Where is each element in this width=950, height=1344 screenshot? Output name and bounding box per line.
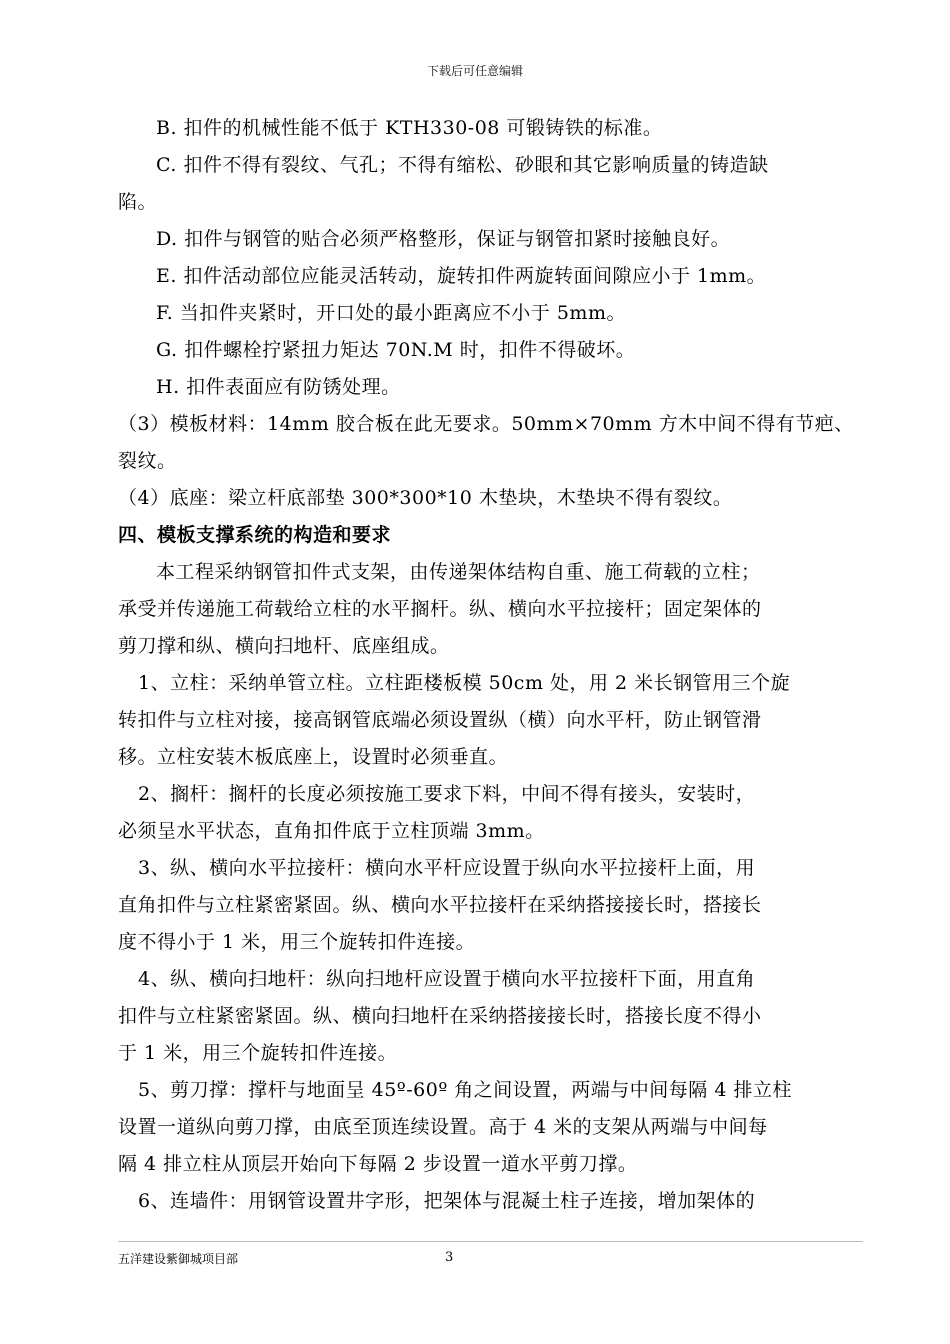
paragraph-line: 4、纵、横向扫地杆：纵向扫地杆应设置于横向水平拉接杆下面，用直角 bbox=[138, 968, 756, 990]
paragraph-line: 直角扣件与立柱紧密紧固。纵、横向水平拉接杆在采纳搭接接长时，搭接长 bbox=[118, 894, 762, 916]
paragraph-line: 3、纵、横向水平拉接杆：横向水平杆应设置于纵向水平拉接杆上面，用 bbox=[138, 857, 756, 879]
paragraph-line: 6、连墙件：用钢管设置井字形，把架体与混凝土柱子连接，增加架体的 bbox=[138, 1190, 756, 1212]
paragraph-line: C. 扣件不得有裂纹、气孔；不得有缩松、砂眼和其它影响质量的铸造缺 bbox=[156, 154, 769, 176]
paragraph-line: B. 扣件的机械性能不低于 KTH330-08 可锻铸铁的标准。 bbox=[156, 117, 663, 139]
page-header: 下载后可任意编辑 bbox=[426, 64, 523, 78]
paragraph-line: 转扣件与立柱对接，接高钢管底端必须设置纵（横）向水平杆，防止钢管滑 bbox=[118, 709, 762, 731]
paragraph-line: H. 扣件表面应有防锈处理。 bbox=[156, 376, 401, 398]
document-body bbox=[118, 110, 863, 1220]
paragraph-line: （4）底座：梁立杆底部垫 300*300*10 木垫块，木垫块不得有裂纹。 bbox=[118, 487, 733, 509]
paragraph-line: 于 1 米，用三个旋转扣件连接。 bbox=[118, 1042, 398, 1064]
paragraph-line: 裂纹。 bbox=[118, 450, 177, 472]
footer-divider bbox=[118, 1241, 863, 1242]
paragraph-line: 移。立柱安装木板底座上，设置时必须垂直。 bbox=[118, 746, 509, 768]
paragraph-line: G. 扣件螺栓拧紧扭力矩达 70N.M 时，扣件不得破坏。 bbox=[156, 339, 636, 361]
paragraph-line: 2、搁杆：搁杆的长度必须按施工要求下料，中间不得有接头，安装时， bbox=[138, 783, 756, 805]
paragraph-line: F. 当扣件夹紧时，开口处的最小距离应不小于 5mm。 bbox=[156, 302, 626, 324]
paragraph-line: D. 扣件与钢管的贴合必须严格整形，保证与钢管扣紧时接触良好。 bbox=[156, 228, 731, 250]
paragraph-line: E. 扣件活动部位应能灵活转动，旋转扣件两旋转面间隙应小于 1mm。 bbox=[156, 265, 767, 287]
section-heading: 四、模板支撑系统的构造和要求 bbox=[118, 524, 392, 546]
paragraph-line: 设置一道纵向剪刀撑，由底至顶连续设置。高于 4 米的支架从两端与中间每 bbox=[118, 1116, 768, 1138]
paragraph-line: 1、立柱：采纳单管立柱。立柱距楼板模 50cm 处，用 2 米长钢管用三个旋 bbox=[138, 672, 791, 694]
footer-organization: 五洋建设紫御城项目部 bbox=[118, 1252, 239, 1266]
paragraph-line: 隔 4 排立柱从顶层开始向下每隔 2 步设置一道水平剪刀撑。 bbox=[118, 1153, 638, 1175]
page-number: 3 bbox=[445, 1250, 454, 1265]
paragraph-line: 5、剪刀撑：撑杆与地面呈 45º-60º 角之间设置，两端与中间每隔 4 排立柱 bbox=[138, 1079, 792, 1101]
paragraph-line: 必须呈水平状态，直角扣件底于立柱顶端 3mm。 bbox=[118, 820, 545, 842]
paragraph-line: （3）模板材料：14mm 胶合板在此无要求。50mm×70mm 方木中间不得有节疤、 bbox=[118, 413, 854, 435]
paragraph-line: 剪刀撑和纵、横向扫地杆、底座组成。 bbox=[118, 635, 450, 657]
paragraph-line: 扣件与立柱紧密紧固。纵、横向扫地杆在采纳搭接接长时，搭接长度不得小 bbox=[118, 1005, 762, 1027]
paragraph-line: 本工程采纳钢管扣件式支架，由传递架体结构自重、施工荷载的立柱； bbox=[156, 561, 761, 583]
paragraph-line: 陷。 bbox=[118, 191, 158, 213]
paragraph-line: 承受并传递施工荷载给立柱的水平搁杆。纵、横向水平拉接杆；固定架体的 bbox=[118, 598, 762, 620]
paragraph-line: 度不得小于 1 米，用三个旋转扣件连接。 bbox=[118, 931, 476, 953]
